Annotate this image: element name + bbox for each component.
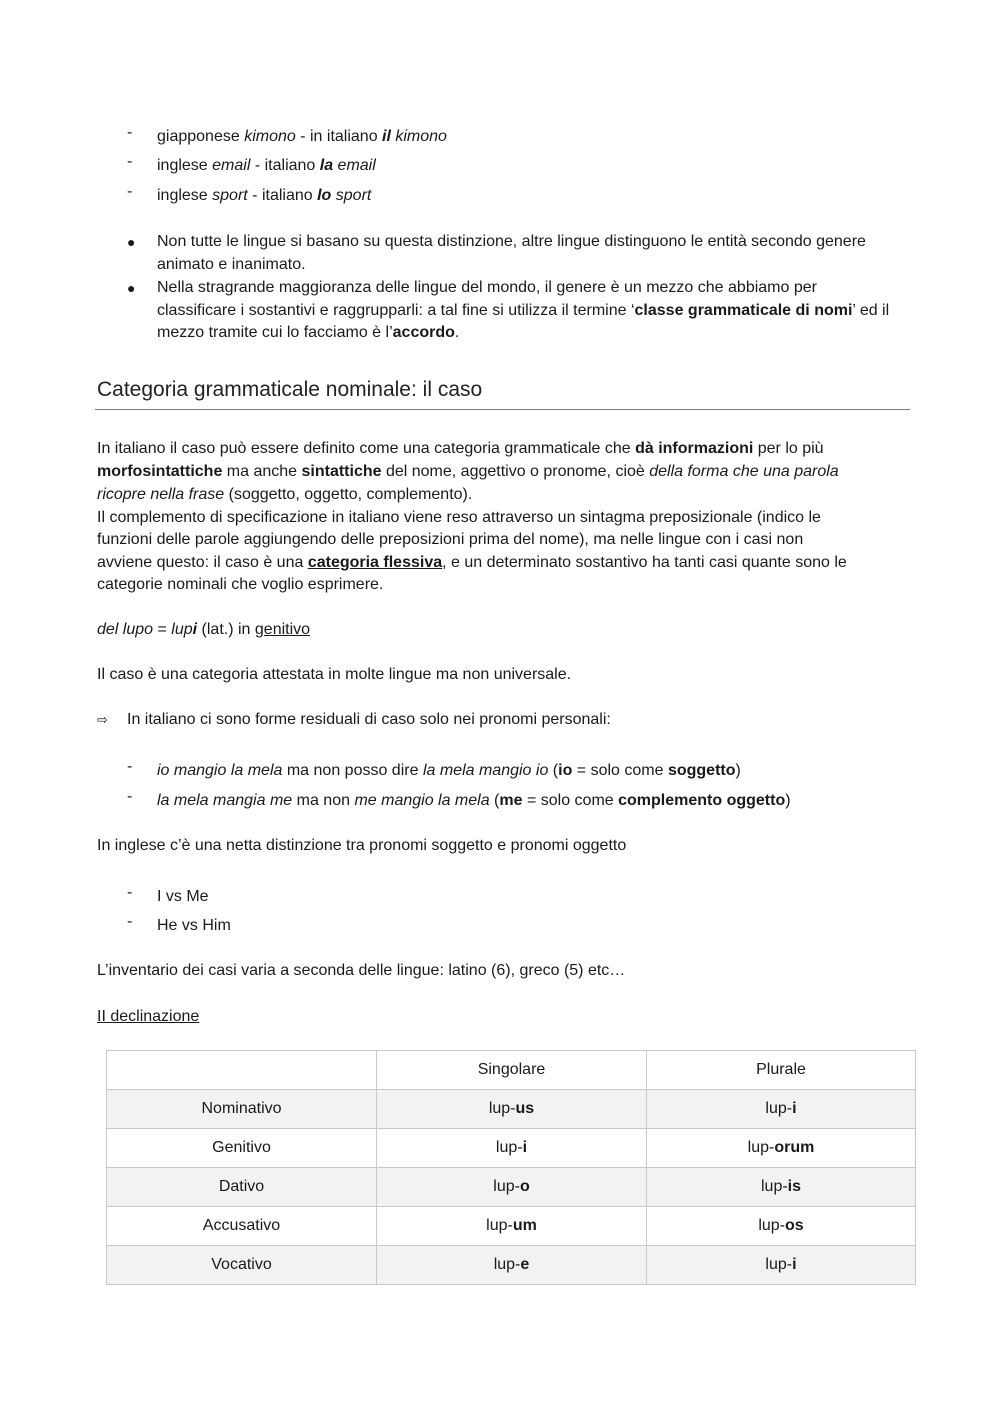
table-header-cell: Plurale xyxy=(647,1051,916,1090)
arrow-item-text: In italiano ci sono forme residuali di caso solo nei pronomi personali: xyxy=(127,711,611,728)
paragraph-line: funzioni delle parole aggiungendo delle preposizioni prima del nome), ma nelle lingue con i casi non xyxy=(97,531,804,548)
dash-marker: - xyxy=(127,183,133,200)
paragraph-line: categorie nominali che voglio esprimere. xyxy=(97,576,384,593)
arrow-icon: ⇨ xyxy=(97,713,108,728)
list-item-text: I vs Me xyxy=(157,888,209,905)
paragraph-line: avviene questo: il caso è una categoria flessiva, e un determinato sostantivo ha tanti casi quante sono le xyxy=(97,554,847,571)
case-cell: Nominativo xyxy=(107,1090,377,1129)
plural-cell: lup-i xyxy=(647,1246,916,1285)
singular-cell: lup-us xyxy=(377,1090,647,1129)
dash-marker: - xyxy=(127,758,133,775)
table-header-cell xyxy=(107,1051,377,1090)
singular-cell: lup-i xyxy=(377,1129,647,1168)
example-line: del lupo = lupi (lat.) in genitivo xyxy=(97,621,311,638)
case-cell: Genitivo xyxy=(107,1129,377,1168)
list-item-text: la mela mangia me ma non me mangio la mela (me = solo come complemento oggetto) xyxy=(157,792,791,809)
plural-cell: lup-i xyxy=(647,1090,916,1129)
declension-table xyxy=(106,1050,916,1285)
paragraph-line: morfosintattiche ma anche sintattiche del nome, aggettivo o pronome, cioè della forma che una parola xyxy=(97,463,839,480)
paragraph-line: Il caso è una categoria attestata in molte lingue ma non universale. xyxy=(97,666,572,683)
plural-cell: lup-is xyxy=(647,1168,916,1207)
table-row xyxy=(107,1129,916,1168)
heading-divider xyxy=(95,409,910,410)
dash-marker: - xyxy=(127,124,133,141)
case-cell: Dativo xyxy=(107,1168,377,1207)
list-item-text: inglese email - italiano la email xyxy=(157,157,376,174)
dash-marker: - xyxy=(127,884,133,901)
list-item-text: inglese sport - italiano lo sport xyxy=(157,187,372,204)
singular-cell: lup-o xyxy=(377,1168,647,1207)
arrow-item xyxy=(97,709,611,732)
plural-cell: lup-os xyxy=(647,1207,916,1246)
case-cell: Vocativo xyxy=(107,1246,377,1285)
plural-cell: lup-orum xyxy=(647,1129,916,1168)
paragraph-line: L’inventario dei casi varia a seconda delle lingue: latino (6), greco (5) etc… xyxy=(97,962,626,979)
bullet-marker: ● xyxy=(127,234,136,250)
dash-marker: - xyxy=(127,153,133,170)
bullet-text: Non tutte le lingue si basano su questa distinzione, altre lingue distinguono le entità secondo genere animato e inanimato. xyxy=(157,233,866,273)
table-row xyxy=(107,1246,916,1285)
list-item-text: giapponese kimono - in italiano il kimono xyxy=(157,128,447,145)
table-row xyxy=(107,1207,916,1246)
table-header-cell: Singolare xyxy=(377,1051,647,1090)
paragraph-line: In italiano il caso può essere definito come una categoria grammaticale che dà informazioni per lo più xyxy=(97,440,824,457)
table-row xyxy=(107,1168,916,1207)
table-row xyxy=(107,1090,916,1129)
section-heading: Categoria grammaticale nominale: il caso xyxy=(97,378,483,401)
singular-cell: lup-e xyxy=(377,1246,647,1285)
paragraph-line: ricopre nella frase (soggetto, oggetto, complemento). xyxy=(97,486,473,503)
dash-marker: - xyxy=(127,788,133,805)
table-title: II declinazione xyxy=(97,1008,200,1025)
list-item-text: He vs Him xyxy=(157,917,231,934)
case-cell: Accusativo xyxy=(107,1207,377,1246)
singular-cell: lup-um xyxy=(377,1207,647,1246)
list-item-text: io mangio la mela ma non posso dire la mela mangio io (io = solo come soggetto) xyxy=(157,762,741,779)
paragraph-line: Il complemento di specificazione in italiano viene reso attraverso un sintagma preposizionale (indico le xyxy=(97,509,821,526)
paragraph-line: In inglese c’è una netta distinzione tra pronomi soggetto e pronomi oggetto xyxy=(97,837,627,854)
dash-marker: - xyxy=(127,913,133,930)
table-header-row xyxy=(107,1051,916,1090)
bullet-text: Nella stragrande maggioranza delle lingue del mondo, il genere è un mezzo che abbiamo per classificare i sostantivi e raggrupparli: a tal fine si utilizza il termine ‘classe grammaticale di nomi’ ed il mezzo tramite cui lo facciamo è l’accordo. xyxy=(157,279,890,342)
bullet-marker: ● xyxy=(127,280,136,296)
